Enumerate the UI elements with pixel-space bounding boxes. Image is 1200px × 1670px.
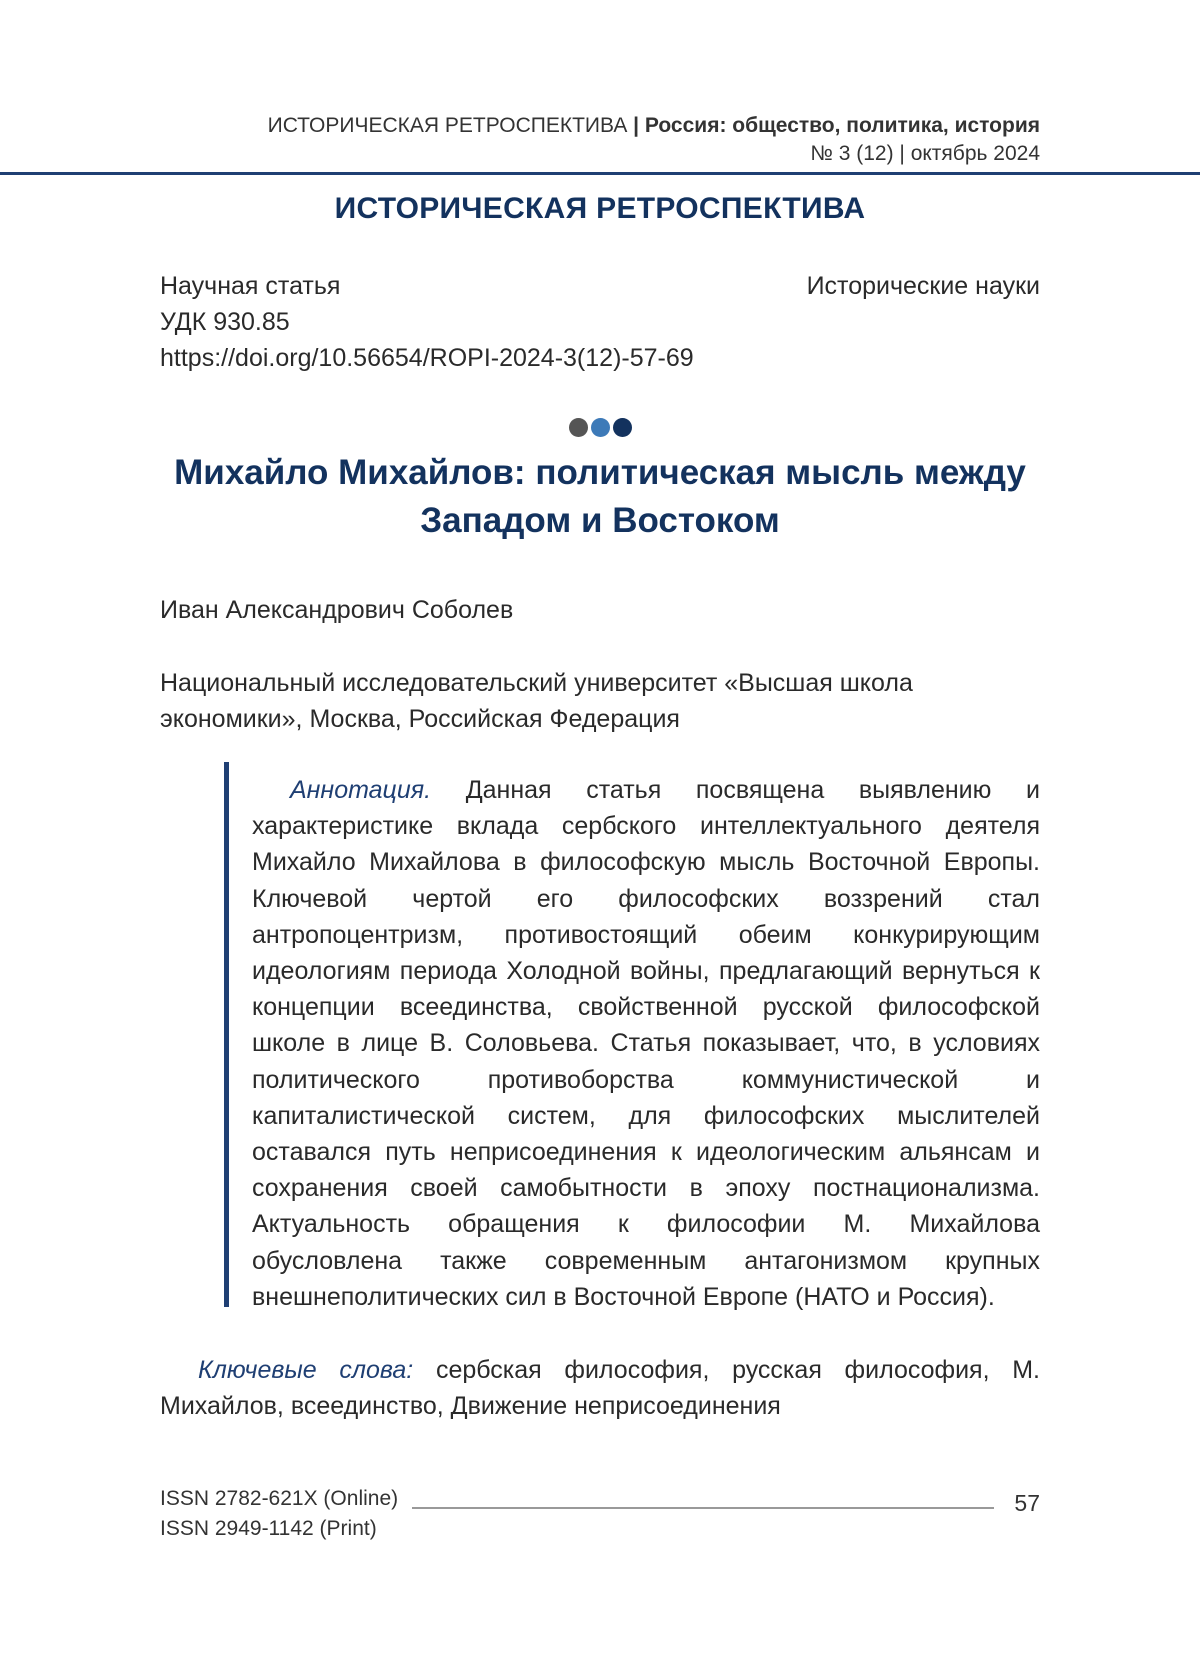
keywords-label: Ключевые слова: [198, 1356, 413, 1384]
running-head-separator: | [627, 114, 645, 137]
journal-subtitle: Россия: общество, политика, история [645, 114, 1040, 137]
issn-block [160, 1484, 398, 1544]
doi-link[interactable]: https://doi.org/10.56654/ROPI-2024-3(12)-57-69 [160, 340, 694, 376]
abstract [252, 772, 1040, 1315]
author-name: Иван Александрович Соболев [160, 592, 513, 628]
article-meta [160, 268, 694, 376]
dot-icon [591, 418, 610, 437]
dot-icon [613, 418, 632, 437]
issn-print: ISSN 2949-1142 (Print) [160, 1514, 398, 1544]
keywords [160, 1352, 1040, 1424]
author-affiliation: Национальный исследовательский университет «Высшая школа экономики», Москва, Российская Федерация [160, 665, 1040, 737]
science-field: Исторические науки [807, 268, 1040, 304]
running-head [268, 112, 1040, 168]
section-title: ИСТОРИЧЕСКАЯ РЕТРОСПЕКТИВА [0, 192, 1200, 226]
issn-online: ISSN 2782-621X (Online) [160, 1484, 398, 1514]
journal-name: ИСТОРИЧЕСКАЯ РЕТРОСПЕКТИВА [268, 114, 628, 137]
abstract-text: Данная статья посвящена выявлению и характеристике вклада сербского интеллектуального деятеля Михайло Михайлова в философскую мысль Восточной Европы. Ключевой чертой его философских воззрений стал антропоцентризм, противостоящий обеим конкурирующим идеологиям периода Холодной войны, предлагающий вернуться к концепции всеединства, свойственной русской философской школе в лице В. Соловьева. Статья показывает, что, в условиях политического противоборства коммунистической и капиталистической систем, для философских мыслителей оставался путь неприсоединения к идеологическим альянсам и сохранения своей самобытности в эпоху постнационализма. Актуальность обращения к философии М. Михайлова обусловлена также современным антагонизмом крупных внешнеполитических сил в Восточной Европе (НАТО и Россия). [252, 776, 1040, 1311]
abstract-side-bar [224, 762, 229, 1307]
page-number: 57 [1014, 1490, 1040, 1517]
dot-icon [569, 418, 588, 437]
article-title: Михайло Михайлов: политическая мысль между Западом и Востоком [160, 449, 1040, 545]
decorative-dots [0, 418, 1200, 437]
abstract-label: Аннотация. [290, 776, 431, 804]
header-divider [0, 172, 1200, 175]
issue-info: № 3 (12) | октябрь 2024 [268, 140, 1040, 168]
journal-page [0, 0, 1200, 1670]
article-type: Научная статья [160, 268, 694, 304]
running-head-line-1 [268, 112, 1040, 140]
footer-divider [412, 1507, 994, 1509]
udc-code: УДК 930.85 [160, 304, 694, 340]
keywords-text: сербская философия, русская философия, М. Михайлов, всеединство, Движение неприсоединения [160, 1356, 1040, 1420]
